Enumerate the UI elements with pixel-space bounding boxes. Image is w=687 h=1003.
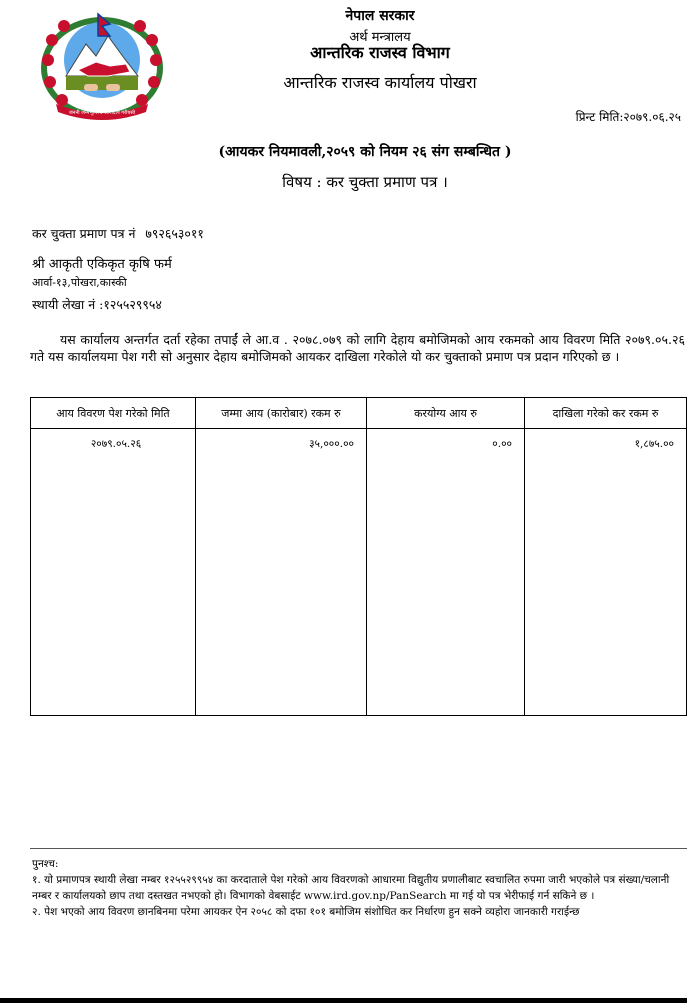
header-tax-paid: दाखिला गरेको कर रकम रु — [525, 398, 687, 429]
emblem-motto: जननी जन्मभूमिश्च स्वर्गादपि गरीयसी — [68, 110, 136, 116]
header-total-income: जम्मा आय (कारोबार) रकम रु — [196, 398, 367, 429]
cell-taxable-income: ०.०० — [367, 429, 525, 716]
pan-number: स्थायी लेखा नं :१२५५२९९५४ — [32, 297, 162, 312]
print-date: प्रिन्ट मिति:२०७९.०६.२५ — [575, 110, 681, 124]
government-title: नेपाल सरकार — [345, 8, 415, 24]
certificate-number-label: कर चुक्ता प्रमाण पत्र नं — [32, 226, 136, 241]
nepal-government-emblem — [38, 10, 166, 122]
body-paragraph: यस कार्यालय अन्तर्गत दर्ता रहेका तपाईं ले आ.व . २०७८.०७९ को लागि देहाय बमोजिमको आय रकमको आय विवरण मिति २०७९.०५.२६ गते यस कार्यालयमा पेश गरी सो अनुसार देहाय बमोजिमको आयकर दाखिला गरेकोले यो कर चुक्ताको प्रमाण पत्र प्रदान गरिएको छ । — [30, 332, 685, 364]
cell-filing-date: २०७९.०५.२६ — [31, 429, 196, 716]
bottom-border — [0, 998, 687, 1003]
cell-total-income: ३५,०००.०० — [196, 429, 367, 716]
cell-tax-paid: १,८७५.०० — [525, 429, 687, 716]
table-row — [31, 429, 687, 716]
subject-line: विषय : कर चुक्ता प्रमाण पत्र । — [282, 173, 448, 191]
note-item: १. यो प्रमाणपत्र स्थायी लेखा नम्बर १२५५२९९५४ का करदाताले पेश गरेको आय विवरणको आधारमा विद्युतीय प्रणालीबाट स्वचालित रुपमा जारी भएकोले पत्र संख्या/चलानी नम्बर र कार्यालयको छाप तथा दस्तखत नभएको हो। विभागको वेबसाईट www.ird.gov.np/PanSearch मा गई यो पत्र भेरीफाई गर्न सकिने छ । — [32, 874, 670, 902]
certificate-number-line — [32, 225, 204, 242]
office-title: आन्तरिक राजस्व कार्यालय पोखरा — [283, 73, 477, 92]
header-taxable-income: करयोग्य आय रु — [367, 398, 525, 429]
certificate-number-value: ७९२६५३०११ — [145, 226, 204, 241]
ministry-title: अर्थ मन्त्रालय — [349, 30, 411, 45]
notes-title: पुनश्च: — [32, 858, 59, 870]
footer-divider — [30, 848, 687, 849]
department-title: आन्तरिक राजस्व विभाग — [310, 43, 450, 62]
tax-table — [30, 397, 687, 716]
notes-section — [32, 856, 684, 920]
rule-reference: (आयकर नियमावली,२०५९ को नियम २६ संग सम्बन्धित ) — [218, 144, 512, 160]
taxpayer-address: आर्वा-१३,पोखरा,कास्की — [32, 276, 127, 289]
header-filing-date: आय विवरण पेश गरेको मिति — [31, 398, 196, 429]
note-item: २. पेश भएको आय विवरण छानबिनमा परेमा आयकर ऐन २०५८ को दफा १०१ बमोजिम संशोधित कर निर्धारण हुन सक्ने व्यहोरा जानकारी गराईन्छ — [32, 906, 580, 918]
table-header-row — [31, 398, 687, 429]
taxpayer-name: श्री आकृती एकिकृत कृषि फर्म — [32, 257, 172, 272]
